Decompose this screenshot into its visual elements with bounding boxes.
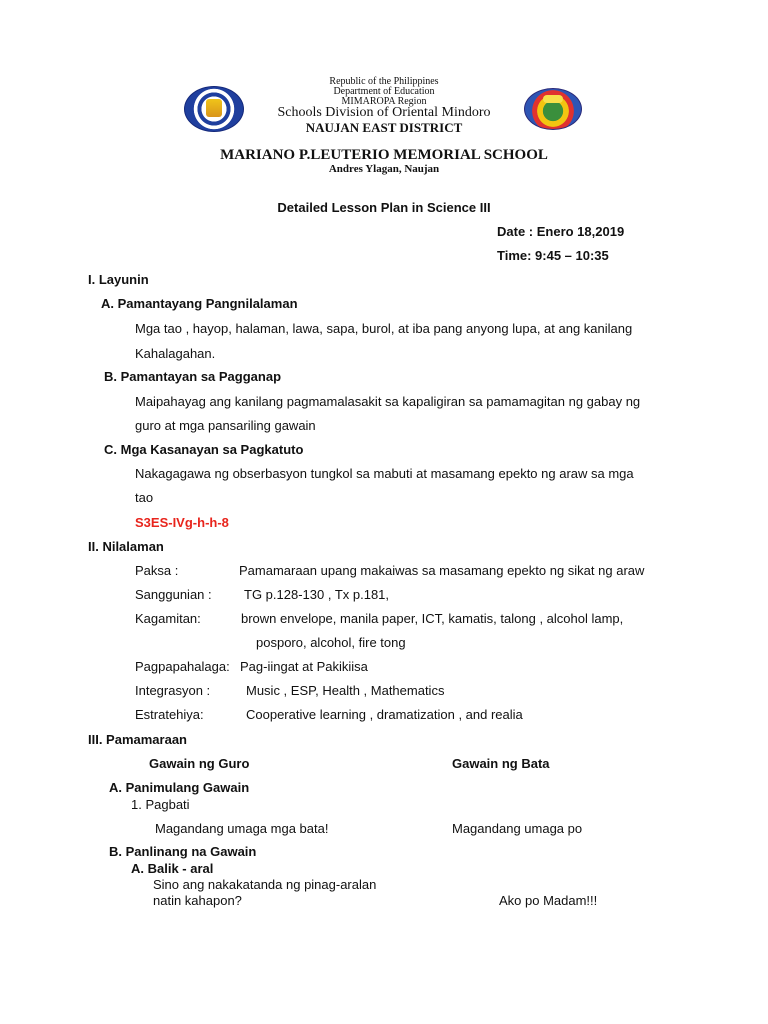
content-value-integration: Music , ESP, Health , Mathematics [246, 683, 445, 698]
content-value-topic: Pamamaraan upang makaiwas sa masamang epekto ng sikat ng araw [239, 563, 645, 578]
teacher-greeting: Magandang umaga mga bata! [155, 821, 329, 836]
review-question: Sino ang nakakatanda ng pinag-aralan [153, 877, 377, 892]
preliminary-activity-heading: A. Panimulang Gawain [109, 780, 250, 795]
pupil-activity-column-heading: Gawain ng Bata [452, 756, 550, 771]
section-objectives-heading: I. Layunin [88, 272, 149, 287]
performance-standard-text: Maipahayag ang kanilang pagmamalasakit sa kapaligiran sa pamamagitan ng gabay ng [135, 394, 641, 409]
review-heading: A. Balik - aral [131, 861, 214, 876]
content-value-materials-cont: posporo, alcohol, fire tong [256, 635, 406, 650]
lesson-time: Time: 9:45 – 10:35 [497, 248, 609, 263]
school-address: Andres Ylagan, Naujan [328, 163, 440, 175]
content-value-values: Pag-iingat at Pakikiisa [240, 659, 368, 674]
content-label-integration: Integrasyon : [135, 683, 211, 698]
lesson-plan-title: Detailed Lesson Plan in Science III [277, 200, 491, 215]
content-value-materials: brown envelope, manila paper, ICT, kamatis, talong , alcohol lamp, [241, 611, 624, 626]
department-line: Department of Education [333, 86, 435, 97]
section-content-heading: II. Nilalaman [88, 539, 164, 554]
republic-line: Republic of the Philippines [329, 76, 439, 87]
learning-competency-text-cont: tao [135, 490, 154, 505]
division-line: Schools Division of Oriental Mindoro [277, 105, 491, 120]
content-label-values: Pagpapahalaga: [135, 659, 230, 674]
content-value-strategy: Cooperative learning , dramatization , and realia [246, 707, 523, 722]
content-standard-text-cont: Kahalagahan. [135, 346, 216, 361]
lesson-date: Date : Enero 18,2019 [497, 224, 625, 239]
greeting-heading: 1. Pagbati [131, 797, 190, 812]
content-standard-text: Mga tao , hayop, halaman, lawa, sapa, burol, at iba pang anyong lupa, at ang kanilang [135, 321, 633, 336]
performance-standard-text-cont: guro at mga pansariling gawain [135, 418, 316, 433]
competency-code: S3ES-IVg-h-h-8 [135, 515, 229, 530]
learning-competency-text: Nakagagawa ng obserbasyon tungkol sa mabuti at masamang epekto ng araw sa mga [135, 466, 634, 481]
content-value-references: TG p.128-130 , Tx p.181, [244, 587, 390, 602]
teacher-activity-column-heading: Gawain ng Guro [149, 756, 250, 771]
learning-competency-heading: C. Mga Kasanayan sa Pagkatuto [104, 442, 304, 457]
section-procedure-heading: III. Pamamaraan [88, 732, 187, 747]
developmental-activity-heading: B. Panlinang na Gawain [109, 844, 257, 859]
content-standard-heading: A. Pamantayang Pangnilalaman [101, 296, 298, 311]
review-answer: Ako po Madam!!! [499, 893, 598, 908]
pupil-greeting: Magandang umaga po [452, 821, 583, 836]
content-label-references: Sanggunian : [135, 587, 212, 602]
content-label-materials: Kagamitan: [135, 611, 201, 626]
content-label-topic: Paksa : [135, 563, 179, 578]
region-line: MIMAROPA Region [341, 96, 427, 107]
school-name: MARIANO P.LEUTERIO MEMORIAL SCHOOL [220, 147, 548, 163]
review-question-cont: natin kahapon? [153, 893, 242, 908]
performance-standard-heading: B. Pamantayan sa Pagganap [104, 369, 282, 384]
content-label-strategy: Estratehiya: [135, 707, 204, 722]
district-line: NAUJAN EAST DISTRICT [305, 120, 463, 135]
